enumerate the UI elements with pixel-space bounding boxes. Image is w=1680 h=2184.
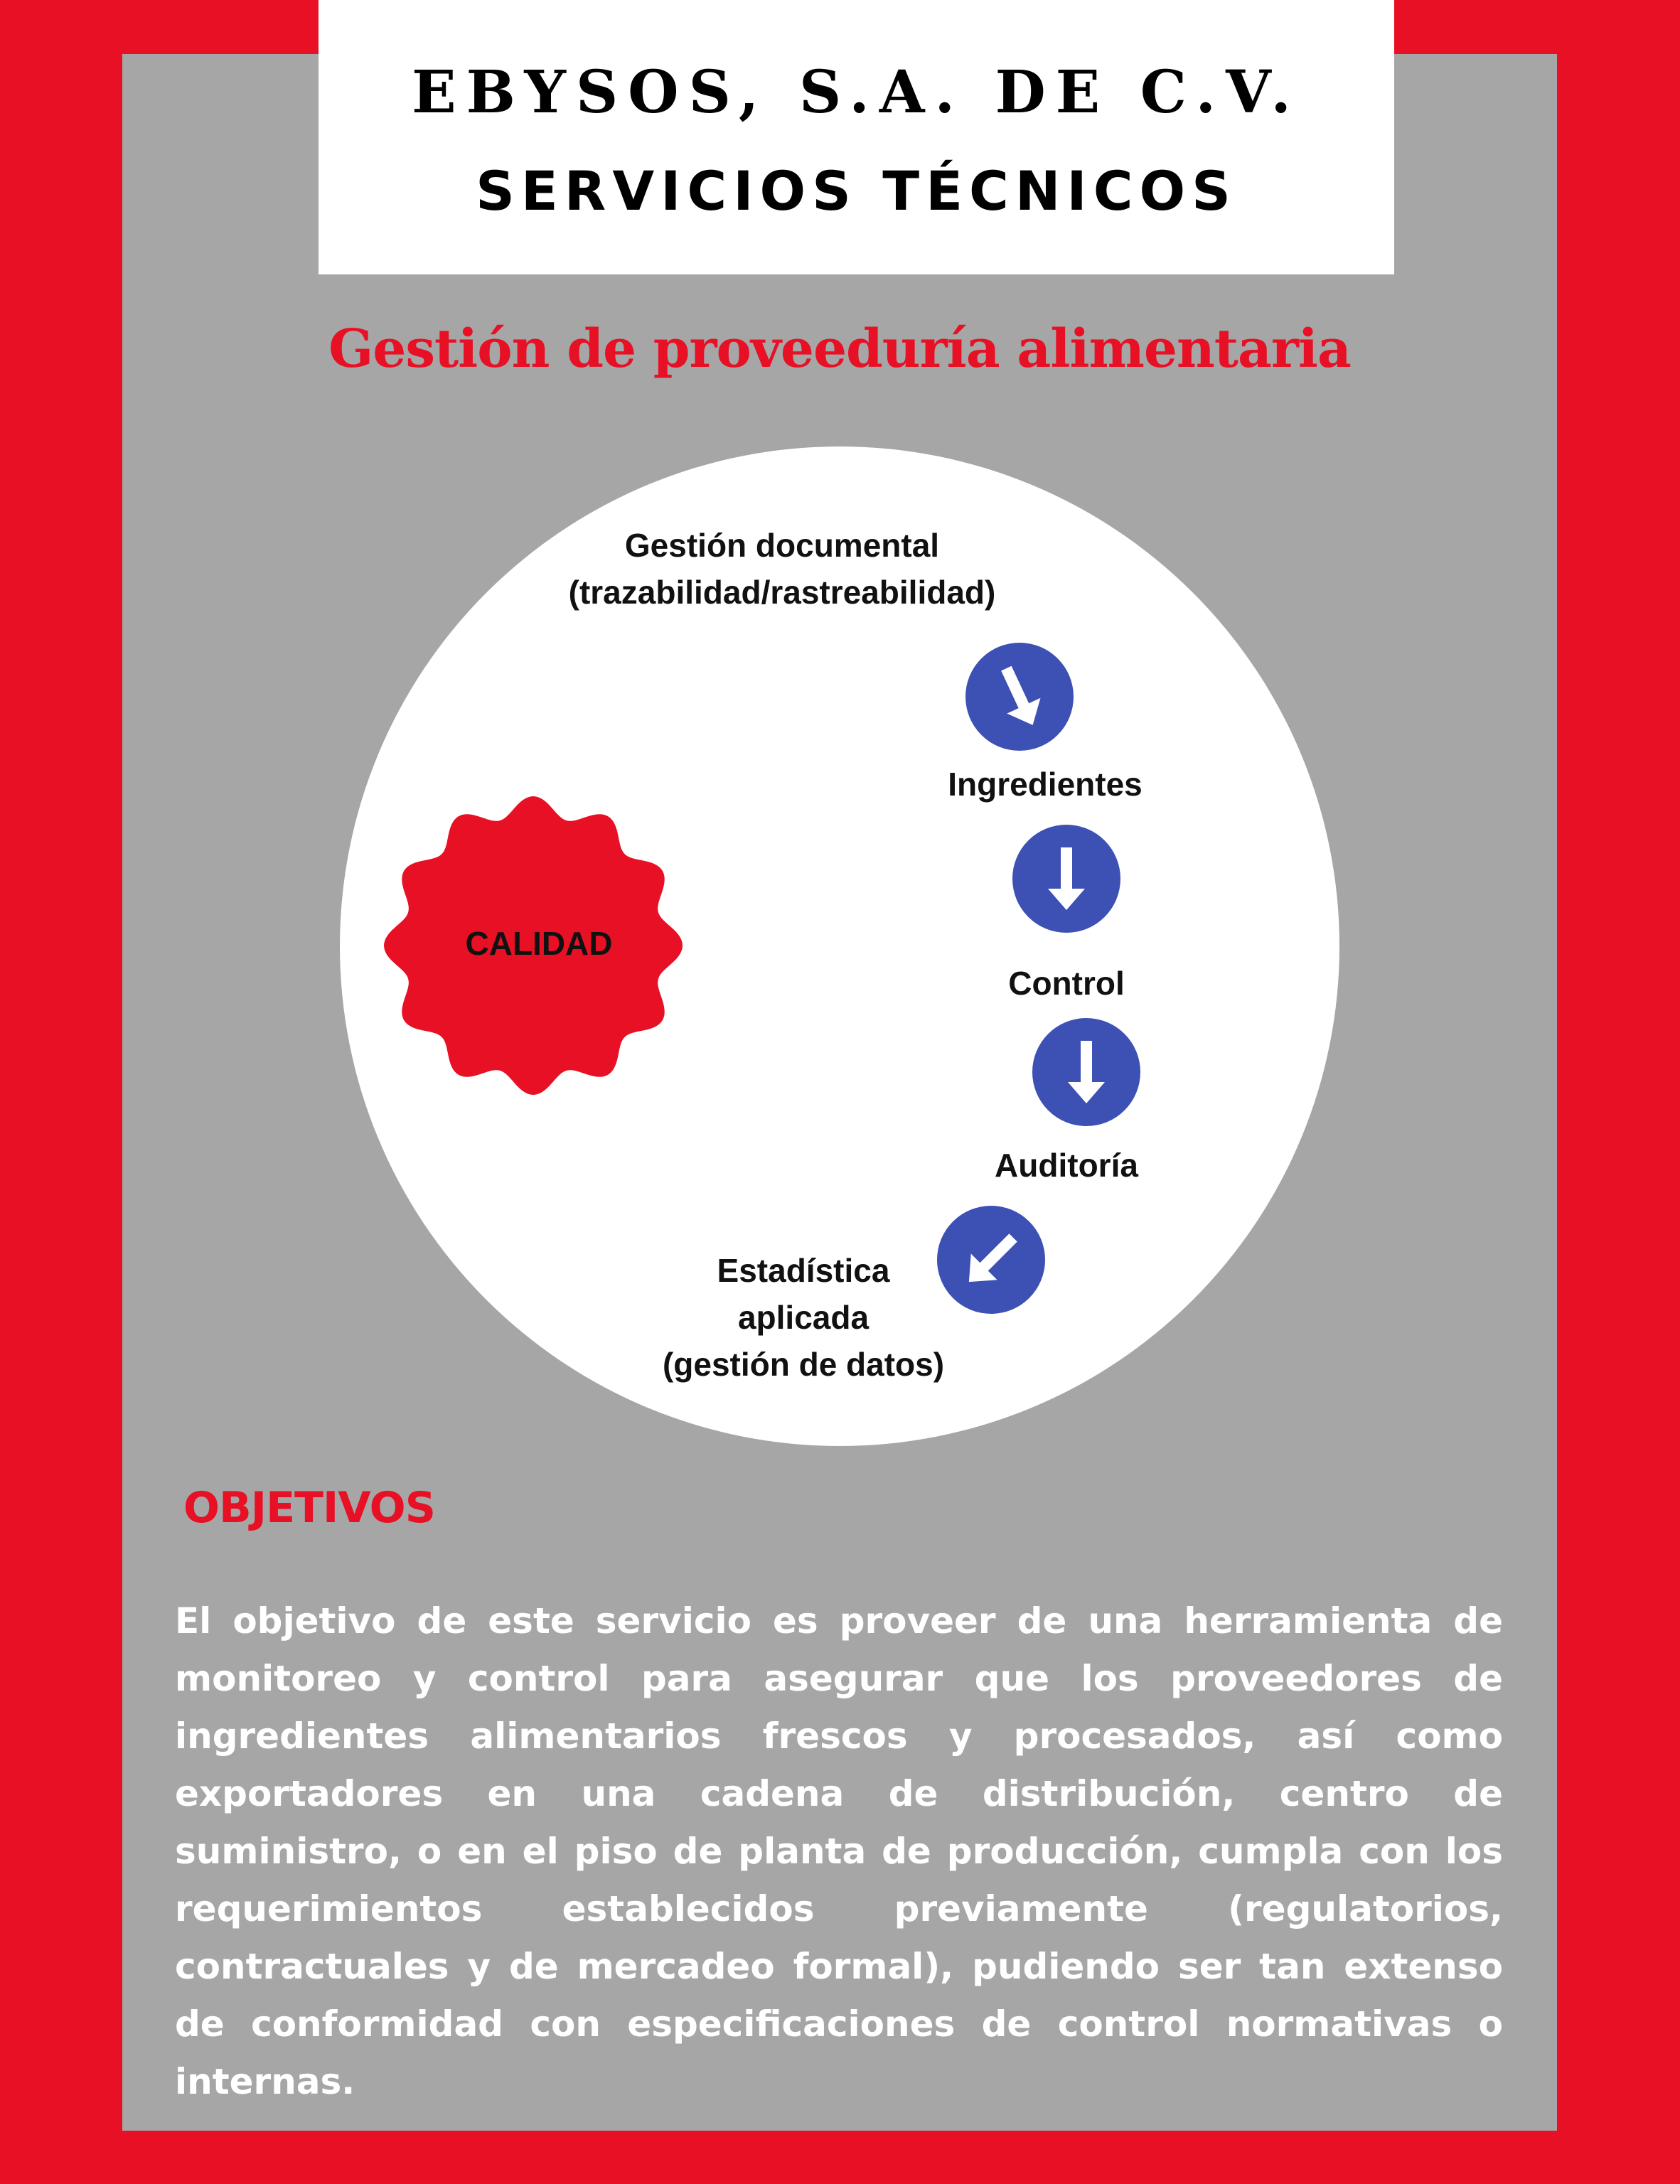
step-ingredientes: Ingredientes — [948, 766, 1143, 803]
company-name: EBYSOS, S.A. DE C.V. — [412, 58, 1301, 127]
arrow-down-icon — [1012, 825, 1120, 933]
step-control: Control — [1008, 965, 1125, 1002]
step-documental-subtitle: (trazabilidad/rastreabilidad) — [568, 574, 996, 611]
quality-label: CALIDAD — [465, 925, 613, 962]
services-subtitle: SERVICIOS TÉCNICOS — [476, 159, 1237, 223]
step-estadistica-line3: (gestión de datos) — [662, 1346, 945, 1383]
step-documental — [498, 522, 1066, 616]
objectives-heading: OBJETIVOS — [183, 1483, 435, 1533]
objectives-text: El objetivo de este servicio es proveer de una herramienta de monitoreo y control para asegurar que los proveedores de ingredientes alimentarios frescos y procesados, así como exportadores en una cadena de distribución, centro de suministro, o en el piso de planta de producción, cumpla con los requerimientos establecidos previamente (regulatorios, contractuales y de mercadeo formal), pudiendo ser tan extenso de conformidad con especificaciones de control normativas o internas. — [175, 1600, 1503, 2102]
step-documental-title: Gestión documental — [624, 527, 940, 564]
page-title: Gestión de proveeduría alimentaria — [328, 318, 1351, 380]
header-box — [319, 0, 1394, 274]
step-estadistica — [626, 1247, 981, 1388]
arrow-down-right-icon — [965, 643, 1074, 751]
arrow-down-icon — [1032, 1018, 1140, 1126]
step-estadistica-line2: aplicada — [737, 1299, 870, 1336]
step-estadistica-line1: Estadística — [717, 1252, 890, 1289]
step-auditoria: Auditoría — [995, 1147, 1138, 1184]
